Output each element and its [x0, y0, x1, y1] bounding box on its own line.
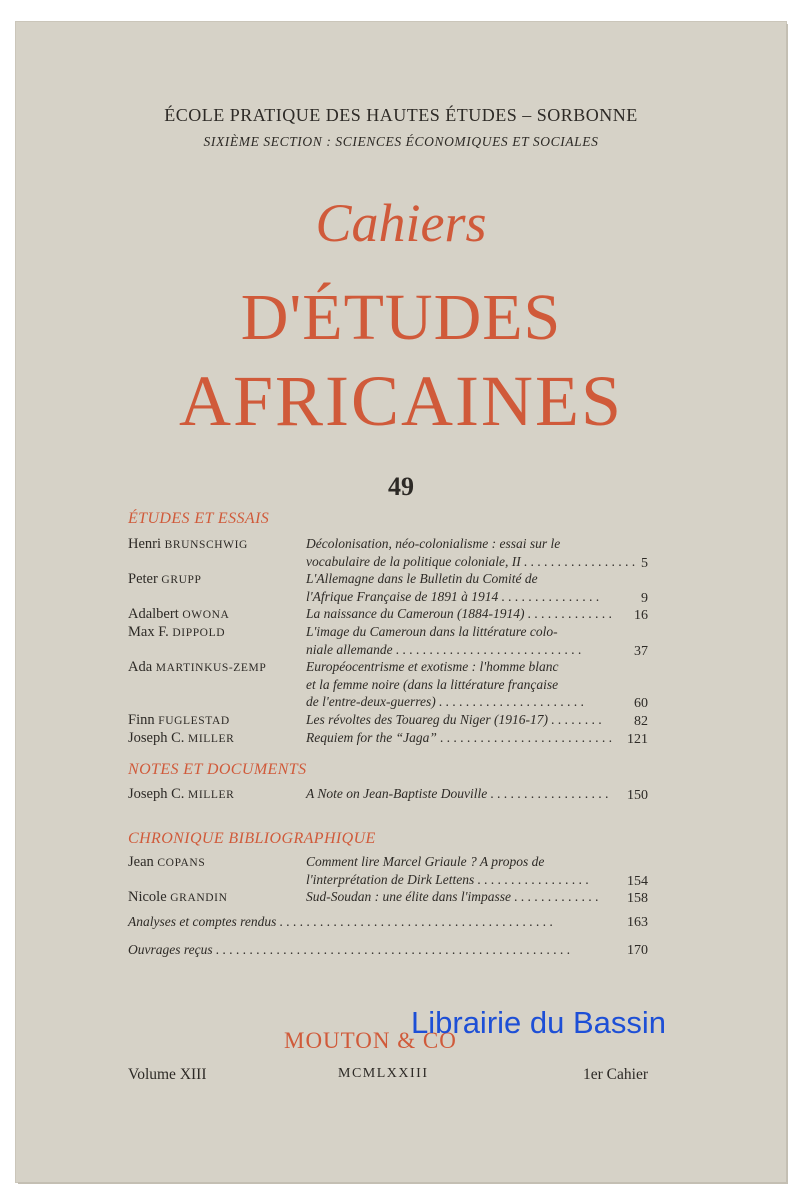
author-last-name: MILLER [188, 789, 235, 801]
book-cover [16, 22, 786, 1182]
article-title-line: Européocentrisme et exotisme : l'homme blanc [306, 659, 559, 675]
page-number: 158 [627, 891, 648, 907]
section-heading: ÉTUDES ET ESSAIS [128, 510, 270, 527]
author-first-name: Peter [128, 571, 158, 588]
page-number: 150 [627, 788, 648, 803]
author-first-name: Adalbert [128, 606, 179, 623]
author-last-name: FUGLESTAD [158, 715, 230, 727]
article-title-line: L'Allemagne dans le Bulletin du Comité de [306, 571, 538, 587]
journal-title-etudes: D'ÉTUDES [240, 281, 562, 354]
article-title-line: de l'entre-deux-guerres) . . . . . . . . . . . . . . . . . . . . . . [306, 694, 585, 710]
article-title-line: Décolonisation, néo-colonialisme : essai sur le [306, 536, 561, 551]
author-last-name: DIPPOLD [172, 627, 226, 639]
author-last-name: BRUNSCHWIG [164, 539, 248, 551]
publisher-name: MOUTON & CO [284, 1028, 457, 1053]
page-number: 60 [634, 696, 648, 712]
ouvrages-label: Ouvrages reçus . . . . . . . . . . . . . . . . . . . . . . . . . . . . . . . . . . . . . . . . . . . . . . . . . . . . . [128, 942, 571, 957]
author-last-name: MILLER [188, 732, 235, 745]
author-name [128, 730, 234, 747]
author-name [128, 536, 248, 553]
author-first-name: Max F. [128, 624, 169, 640]
author-name [128, 712, 230, 729]
author-name [128, 624, 225, 641]
institution-name: ÉCOLE PRATIQUE DES HAUTES ÉTUDES – SORBONNE [164, 105, 638, 125]
page-number: 9 [641, 590, 648, 606]
section-heading: CHRONIQUE BIBLIOGRAPHIQUE [128, 830, 376, 847]
author-last-name: COPANS [157, 857, 206, 869]
article-title-line: et la femme noire (dans la littérature française [306, 676, 559, 692]
author-last-name: OWONA [182, 609, 230, 622]
issue-number: 49 [388, 472, 414, 501]
volume-label: Volume XIII [128, 1066, 207, 1083]
author-first-name: Joseph C. [128, 729, 185, 746]
page-number: 163 [627, 915, 648, 930]
article-title-line: vocabulaire de la politique coloniale, II . . . . . . . . . . . . . . . . . [306, 553, 636, 569]
author-name [128, 659, 266, 676]
article-title-line: Comment lire Marcel Griaule ? A propos de [306, 854, 545, 869]
journal-title-africaines: AFRICAINES [178, 361, 624, 441]
page-number: 121 [627, 731, 648, 747]
article-title-line: niale allemande . . . . . . . . . . . . . . . . . . . . . . . . . . . . [306, 641, 582, 657]
author-last-name: GRANDIN [170, 892, 228, 905]
page-number: 16 [634, 608, 648, 624]
publication-year: MCMLXXIII [338, 1066, 429, 1081]
analyses-label: Analyses et comptes rendus . . . . . . . . . . . . . . . . . . . . . . . . . . . . . . . . . . . . . . . . . [128, 914, 554, 929]
author-first-name: Jean [128, 854, 154, 870]
page-number: 170 [627, 943, 648, 958]
article-title-line: L'image du Cameroun dans la littérature colo- [306, 624, 558, 639]
article-title-line: l'Afrique Française de 1891 à 1914 . . . . . . . . . . . . . . . [306, 588, 600, 604]
author-name [128, 606, 229, 623]
author-first-name: Joseph C. [128, 786, 185, 802]
cahier-label: 1er Cahier [583, 1066, 648, 1083]
journal-title-cahiers: Cahiers [315, 193, 487, 253]
article-title-line: Requiem for the “Jaga” . . . . . . . . . . . . . . . . . . . . . . . . . . [306, 729, 613, 745]
article-title-line: Les révoltes des Touareg du Niger (1916-17) . . . . . . . . [306, 712, 602, 727]
author-name [128, 786, 234, 803]
section-subtitle: SIXIÈME SECTION : SCIENCES ÉCONOMIQUES ET SOCIALES [203, 134, 599, 149]
author-name [128, 571, 202, 588]
page-number: 154 [627, 873, 648, 889]
page-number: 5 [641, 555, 648, 571]
article-title-line: A Note on Jean-Baptiste Douville . . . . . . . . . . . . . . . . . . [306, 786, 609, 801]
article-title-line: Sud-Soudan : une élite dans l'impasse . . . . . . . . . . . . . [306, 889, 599, 905]
author-name [128, 889, 228, 906]
page-number: 37 [634, 643, 648, 659]
article-title-line: l'interprétation de Dirk Lettens . . . . . . . . . . . . . . . . . [306, 871, 589, 887]
author-first-name: Henri [128, 536, 162, 552]
author-last-name: GRUPP [161, 574, 202, 587]
section-heading: NOTES ET DOCUMENTS [128, 761, 307, 778]
author-first-name: Finn [128, 712, 155, 728]
page-number: 82 [634, 714, 648, 729]
article-title-line: La naissance du Cameroun (1884-1914) . . . . . . . . . . . . . [306, 606, 613, 622]
author-first-name: Ada [128, 659, 153, 676]
author-name [128, 854, 205, 871]
author-last-name: MARTINKUS-ZEMP [155, 662, 267, 675]
bookseller-watermark: Librairie du Bassin [411, 1005, 667, 1040]
author-first-name: Nicole [128, 889, 167, 906]
